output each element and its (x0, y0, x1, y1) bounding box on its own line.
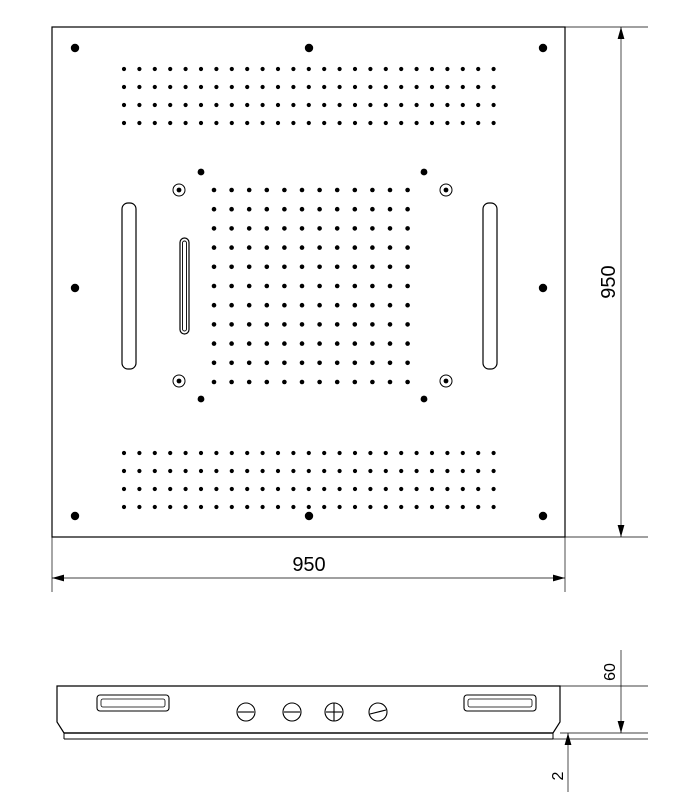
mounting-hole-tr (440, 184, 452, 196)
screw-dots (71, 44, 547, 520)
mounting-hole-bl (173, 375, 185, 387)
dimension-thickness-body-label: 60 (602, 663, 619, 681)
led-slot-left (122, 203, 136, 369)
mounting-hole-tl (173, 184, 185, 196)
dimension-thickness-2 (550, 727, 648, 792)
side-nozzle-fittings (237, 703, 387, 721)
dimension-thickness-plate-label: 2 (550, 771, 567, 781)
dimension-height-950 (565, 27, 648, 537)
dimension-height-label: 950 (598, 265, 620, 299)
led-slot-right (483, 203, 497, 369)
side-nozzle-3 (325, 703, 343, 721)
side-slot-right (464, 695, 536, 711)
dimension-width-950 (52, 537, 565, 592)
side-body-outline (57, 686, 560, 733)
side-nozzle-4 (369, 703, 387, 721)
side-nozzle-1 (237, 703, 255, 721)
dimension-width-label: 950 (292, 554, 326, 576)
dimension-thickness-60 (560, 650, 648, 733)
nozzle-group-bottom-band (122, 451, 496, 509)
top-view (52, 27, 565, 537)
mounting-hole-br (440, 375, 452, 387)
side-slot-left (97, 695, 169, 711)
side-slot-right-inner (468, 699, 532, 707)
nozzle-group-top-band (122, 67, 496, 125)
side-slot-left-inner (101, 699, 165, 707)
side-nozzle-2 (283, 703, 301, 721)
nozzle-group-center-array (212, 188, 410, 385)
center-slot (180, 238, 189, 334)
side-view (57, 686, 560, 739)
side-plate-ends (64, 733, 553, 739)
center-slot-inner (183, 241, 187, 331)
